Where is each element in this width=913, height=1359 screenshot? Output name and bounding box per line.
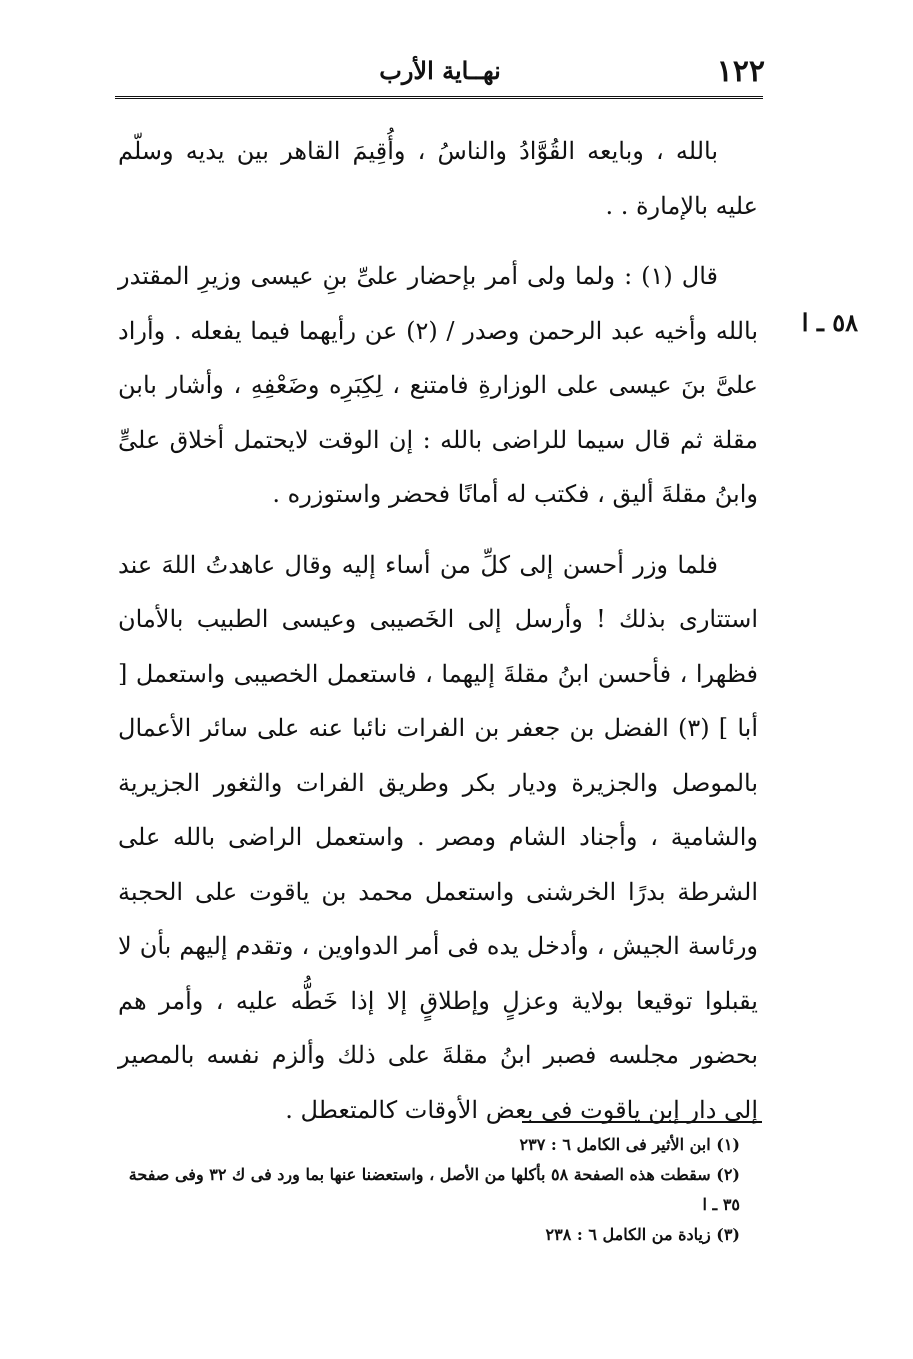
footnote-2: (٢) سقطت هذه الصفحة ٥٨ بأكلها من الأصل ، واستعضنا عنها بما ورد فى ك ٣٢ وفى صفحة ٣٥ ـ ا bbox=[128, 1165, 740, 1214]
page-number: ١٢٢ bbox=[716, 54, 765, 89]
main-text bbox=[118, 124, 758, 1137]
footnote-1: (١) ابن الأثير فى الكامل ٦ : ٢٣٧ bbox=[519, 1135, 740, 1154]
page-header bbox=[115, 52, 765, 98]
margin-reference: ٥٨ ـ ا bbox=[801, 308, 858, 337]
paragraph-3: فلما وزر أحسن إلى كلِّ من أساء إليه وقال عاهدتُ اللهَ عند استتارى بذلك ! وأرسل إلى الخَصيبى وعيسى الطبيب بالأمان فظهرا ، فأحسن ابنُ مقلةَ إليهما ، فاستعمل الخصيبى واستعمل [ أبا ] (٣) الفضل بن جعفر بن الفرات نائبا عنه على سائر الأعمال بالموصل والجزيرة وديار بكر وطريق الفرات والثغور الجزيرية والشامية ، وأجناد الشام ومصر . واستعمل الراضى بالله على الشرطة بدرًا الخرشنى واستعمل محمد بن ياقوت على الحجبة ورئاسة الجيش ، وأدخل يده فى أمر الدواوين ، وتقدم إليهم بأن لا يقبلوا توقيعا بولاية وعزلٍ وإطلاقٍ إلا إذا خَطُّه عليه ، وأمر هم بحضور مجلسه فصبر ابنُ مقلةَ على ذلك وألزم نفسه بالمصير إلى دار إبن ياقوت فى بعض الأوقات كالمتعطل . bbox=[118, 550, 759, 1124]
footnote-3: (٣) زيادة من الكامل ٦ : ٢٣٨ bbox=[545, 1225, 740, 1244]
header-rule bbox=[115, 96, 763, 99]
footnotes bbox=[118, 1130, 758, 1250]
footnote-rule bbox=[522, 1121, 762, 1123]
paragraph-2: قال (١) : ولما ولى أمر بإحضار علىِّ بنِ عيسى وزيرِ المقتدر بالله وأخيه عبد الرحمن وصدر / (٢) عن رأيهما فيما يفعله . وأراد علىَّ بنَ عيسى على الوزارةِ فامتنع ، لِكِبَرِه وضَعْفِهِ ، وأشار بابن مقلة ثم قال سيما للراضى بالله : إن الوقت لايحتمل أخلاق علىٍّ وابنُ مقلةَ أليق ، فكتب له أمانًا فحضر واستوزره . bbox=[118, 262, 758, 508]
paragraph-1: بالله ، وبايعه القُوَّادُ والناسُ ، وأُقِيمَ القاهر بين يديه وسلّم عليه بالإمارة . . bbox=[118, 137, 758, 220]
running-title: نهــاية الأرب bbox=[379, 56, 501, 85]
